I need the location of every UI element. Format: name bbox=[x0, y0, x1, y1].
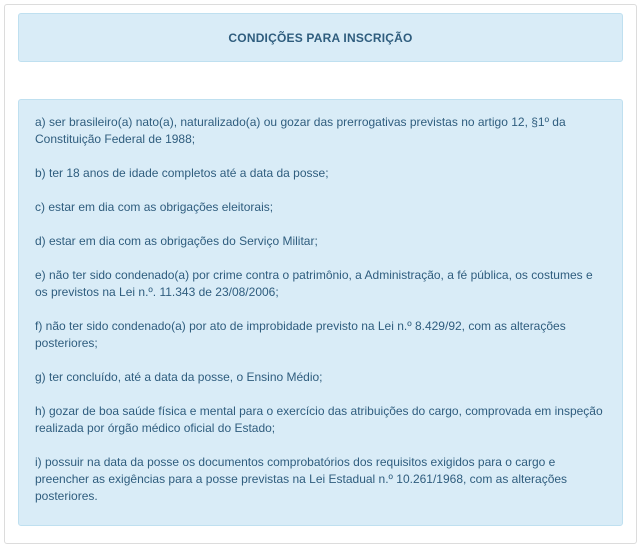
condition-item: c) estar em dia com as obrigações eleitorais; bbox=[35, 200, 274, 214]
section-header bbox=[18, 13, 623, 62]
condition-item: h) gozar de boa saúde física e mental para o exercício das atribuições do cargo, comprovada em inspeção realizada por órgão médico oficial do Estado; bbox=[35, 404, 603, 435]
condition-item: f) não ter sido condenado(a) por ato de improbidade previsto na Lei n.º 8.429/92, com as alterações posteriores; bbox=[35, 319, 566, 350]
condition-item: a) ser brasileiro(a) nato(a), naturalizado(a) ou gozar das prerrogativas previstas no artigo 12, §1º da Constituição Federal de 1988; bbox=[35, 115, 566, 146]
conditions-list bbox=[18, 99, 623, 526]
condition-item: i) possuir na data da posse os documentos comprobatórios dos requisitos exigidos para o cargo e preencher as exigências para a posse previstas na Lei Estadual n.º 10.261/1968, com as alterações posteriores. bbox=[35, 455, 568, 503]
condition-item: b) ter 18 anos de idade completos até a data da posse; bbox=[35, 166, 329, 180]
condition-item: g) ter concluído, até a data da posse, o Ensino Médio; bbox=[35, 370, 323, 384]
condition-item: d) estar em dia com as obrigações do Serviço Militar; bbox=[35, 234, 318, 248]
condition-item: e) não ter sido condenado(a) por crime contra o patrimônio, a Administração, a fé pública, os costumes e os previstos na Lei n.º. 11.343 de 23/08/2006; bbox=[35, 268, 593, 299]
section-title: CONDIÇÕES PARA INSCRIÇÃO bbox=[228, 30, 413, 45]
